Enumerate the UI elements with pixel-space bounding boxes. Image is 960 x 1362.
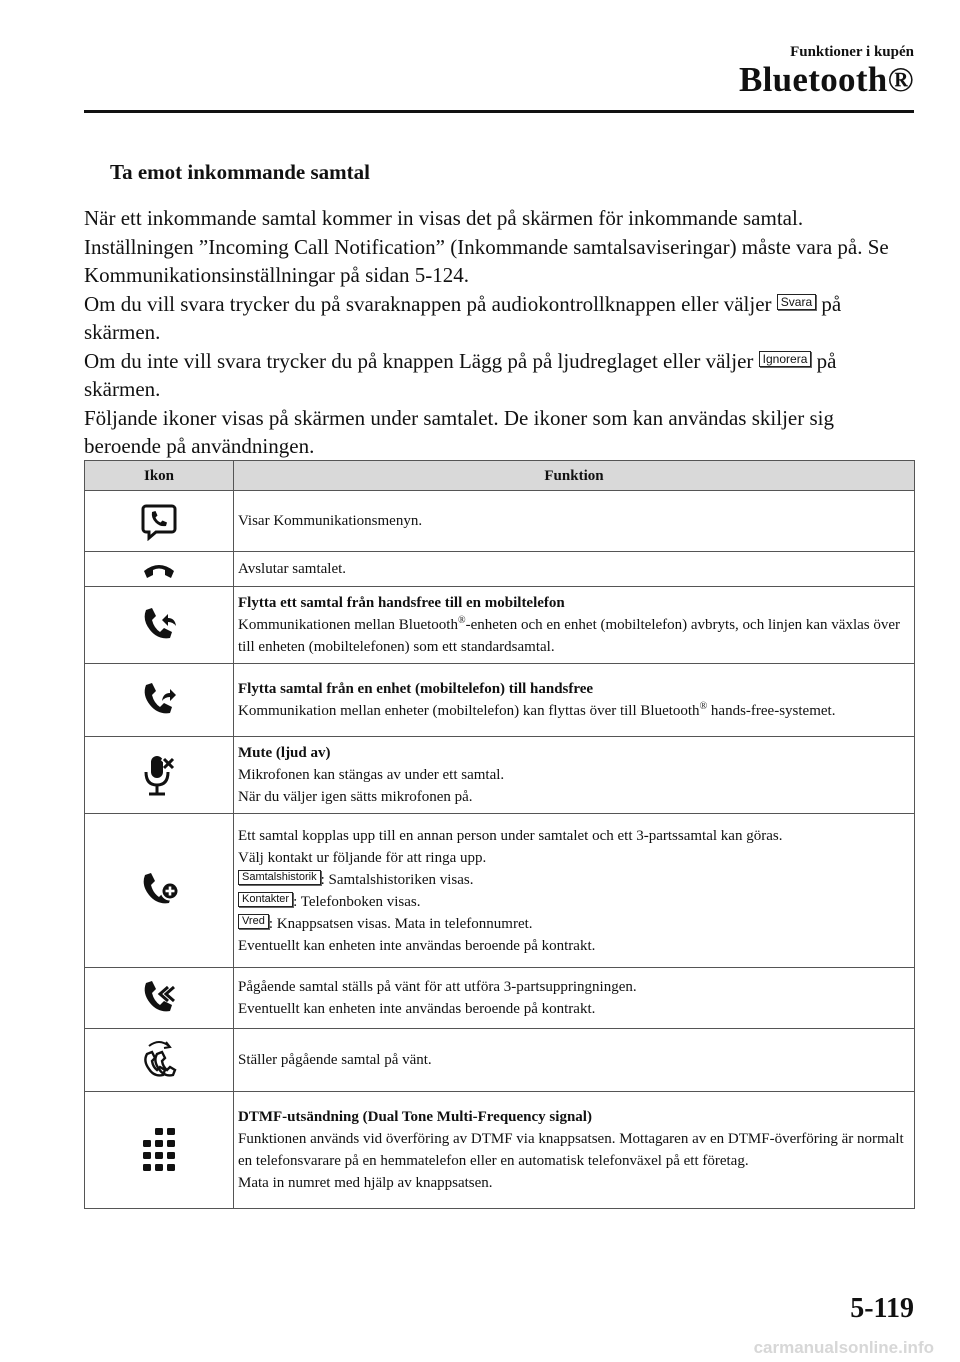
row-description: Mata in numret med hjälp av knappsatsen. bbox=[238, 1175, 493, 1191]
merge-call-icon bbox=[85, 977, 233, 1019]
running-header-chapter: Bluetooth® bbox=[739, 60, 914, 99]
paragraph-icons: Följande ikoner visas på skärmen under samtalet. De ikoner som kan användas skiljer sig beroende på användningen. bbox=[84, 405, 834, 458]
row-description: Ett samtal kopplas upp till en annan person under samtalet och ett 3-partssamtal kan göras. bbox=[238, 827, 783, 844]
row-description: Kommunikation mellan enheter (mobiltelefon) kan flyttas över till Bluetooth® hands-free-systemet. bbox=[238, 701, 836, 719]
table-row bbox=[85, 1029, 915, 1092]
icon-table bbox=[84, 460, 915, 1209]
row-description: Eventuellt kan enheten inte användas beroende på kontrakt. bbox=[238, 937, 596, 954]
hold-call-icon bbox=[85, 1036, 233, 1084]
communication-menu-icon bbox=[85, 501, 233, 541]
row-title: DTMF-utsändning (Dual Tone Multi-Frequency signal) bbox=[238, 1109, 592, 1125]
row-description: Visar Kommunikationsmenyn. bbox=[238, 513, 423, 529]
row-title: Flytta samtal från en enhet (mobiltelefon) till handsfree bbox=[238, 681, 594, 697]
row-description: Pågående samtal ställs på vänt för att utföra 3-partsuppringningen. bbox=[238, 979, 637, 995]
table-row bbox=[85, 814, 915, 968]
add-call-icon bbox=[85, 869, 233, 913]
contacts-button-label: Kontakter bbox=[238, 892, 293, 907]
column-header-icon: Ikon bbox=[85, 461, 234, 491]
table-row bbox=[85, 737, 915, 814]
table-header-row bbox=[85, 461, 915, 491]
end-call-icon bbox=[85, 558, 233, 580]
row-option: Kontakter : Telefonboken visas. bbox=[238, 891, 910, 913]
transfer-to-handsfree-icon bbox=[85, 679, 233, 721]
keypad-icon bbox=[85, 1127, 233, 1173]
row-description: Välj kontakt ur följande för att ringa upp. bbox=[238, 849, 487, 866]
row-description: När du väljer igen sätts mikrofonen på. bbox=[238, 789, 473, 805]
dial-button-label: Vred bbox=[238, 914, 269, 929]
table-row bbox=[85, 664, 915, 737]
running-header-section: Funktioner i kupén bbox=[790, 44, 914, 60]
table-row bbox=[85, 1092, 915, 1209]
answer-button-label: Svara bbox=[777, 294, 816, 310]
row-description: Mikrofonen kan stängas av under ett samtal. bbox=[238, 767, 505, 783]
table-row bbox=[85, 587, 915, 664]
page-number: 5-119 bbox=[850, 1293, 914, 1324]
row-title: Flytta ett samtal från handsfree till en mobiltelefon bbox=[238, 595, 565, 611]
section-title: Ta emot inkommande samtal bbox=[110, 160, 370, 184]
ignore-button-label: Ignorera bbox=[759, 351, 812, 367]
row-description: Ställer pågående samtal på vänt. bbox=[238, 1052, 432, 1068]
table-row bbox=[85, 491, 915, 552]
mute-icon bbox=[85, 752, 233, 798]
row-description: Avslutar samtalet. bbox=[238, 561, 347, 577]
table-row bbox=[85, 552, 915, 587]
paragraph-ignore: Om du inte vill svara trycker du på knappen Lägg på på ljudreglaget eller väljer Ignorera på skärmen. bbox=[84, 348, 837, 401]
row-option: Samtalshistorik : Samtalshistoriken visas. bbox=[238, 869, 910, 891]
row-description: Funktionen används vid överföring av DTMF via knappsatsen. Mottagaren av en DTMF-överföring är normalt en telefonsvarare på en hemmatelefon eller en automatisk telefonväxel på ett företag. bbox=[238, 1131, 904, 1169]
paragraph-incoming: När ett inkommande samtal kommer in visas det på skärmen för inkommande samtal. Inställningen ”Incoming Call Notification” (Inkommande samtalsaviseringar) måste vara på. Se Kommunikationsinställningar på sidan 5-124. bbox=[84, 206, 889, 287]
paragraph-answer: Om du vill svara trycker du på svaraknappen på audiokontrollknappen eller väljer Svara på skärmen. bbox=[84, 291, 842, 344]
column-header-function: Funktion bbox=[234, 461, 915, 491]
header-rule bbox=[84, 110, 914, 113]
transfer-to-phone-icon bbox=[85, 604, 233, 646]
row-description: Kommunikationen mellan Bluetooth®-enheten och en enhet (mobiltelefon) avbryts, och linjen kan växlas över till enheten (mobiltelefonen) som ett standardsamtal. bbox=[238, 615, 901, 655]
footer-watermark: carmanualsonline.info bbox=[753, 1338, 934, 1357]
row-description: Eventuellt kan enheten inte användas beroende på kontrakt. bbox=[238, 1001, 596, 1017]
row-title: Mute (ljud av) bbox=[238, 745, 331, 761]
row-option: Vred : Knappsatsen visas. Mata in telefonnumret. bbox=[238, 913, 910, 935]
body-text bbox=[84, 204, 916, 461]
call-history-button-label: Samtalshistorik bbox=[238, 870, 321, 885]
table-row bbox=[85, 968, 915, 1029]
